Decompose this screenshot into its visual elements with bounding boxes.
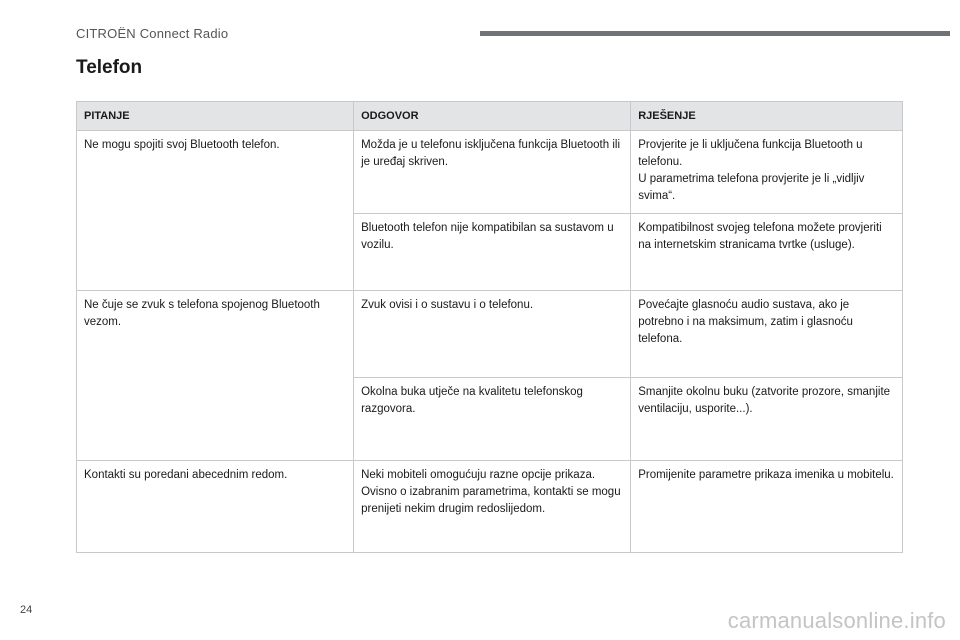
table-header-row bbox=[77, 102, 903, 131]
table-row bbox=[77, 131, 903, 214]
solution-cell bbox=[631, 378, 903, 461]
header-divider-bar bbox=[480, 31, 950, 36]
solution-cell bbox=[631, 131, 903, 214]
solution-cell bbox=[631, 291, 903, 378]
column-header-question: PITANJE bbox=[77, 102, 354, 131]
answer-cell: Možda je u telefonu isključena funkcija Bluetooth ili je uređaj skriven. bbox=[354, 131, 631, 214]
column-header-solution: RJEŠENJE bbox=[631, 102, 903, 131]
table-row bbox=[77, 291, 903, 378]
table-row bbox=[77, 461, 903, 553]
page-title: Telefon bbox=[76, 57, 143, 78]
solution-line: Promijenite parametre prikaza imenika u mobitelu. bbox=[638, 469, 894, 481]
answer-cell: Zvuk ovisi i o sustavu i o telefonu. bbox=[354, 291, 631, 378]
answer-cell: Neki mobiteli omogućuju razne opcije prikaza. Ovisno o izabranim parametrima, kontakti se mogu prenijeti nekim drugim redoslijedom. bbox=[354, 461, 631, 553]
answer-cell: Okolna buka utječe na kvalitetu telefonskog razgovora. bbox=[354, 378, 631, 461]
solution-line: Kompatibilnost svojeg telefona možete provjeriti na internetskim stranicama tvrtke (usluge). bbox=[638, 222, 882, 251]
page-number: 24 bbox=[20, 604, 33, 616]
solution-line: U parametrima telefona provjerite je li „vidljiv svima“. bbox=[638, 173, 865, 202]
answer-cell: Bluetooth telefon nije kompatibilan sa sustavom u vozilu. bbox=[354, 214, 631, 291]
question-cell: Ne čuje se zvuk s telefona spojenog Bluetooth vezom. bbox=[77, 291, 354, 461]
question-cell: Ne mogu spojiti svoj Bluetooth telefon. bbox=[77, 131, 354, 291]
header-title: CITROËN Connect Radio bbox=[76, 26, 229, 41]
solution-line: Smanjite okolnu buku (zatvorite prozore, smanjite ventilaciju, usporite...). bbox=[638, 386, 891, 415]
solution-line: Povećajte glasnoću audio sustava, ako je potrebno i na maksimum, zatim i glasnoću telefona. bbox=[638, 299, 853, 345]
faq-table bbox=[76, 101, 903, 553]
question-cell: Kontakti su poredani abecednim redom. bbox=[77, 461, 354, 553]
watermark: carmanualsonline.info bbox=[727, 608, 946, 633]
column-header-answer: ODGOVOR bbox=[354, 102, 631, 131]
solution-cell bbox=[631, 214, 903, 291]
solution-line: Provjerite je li uključena funkcija Bluetooth u telefonu. bbox=[638, 139, 863, 168]
solution-cell bbox=[631, 461, 903, 553]
